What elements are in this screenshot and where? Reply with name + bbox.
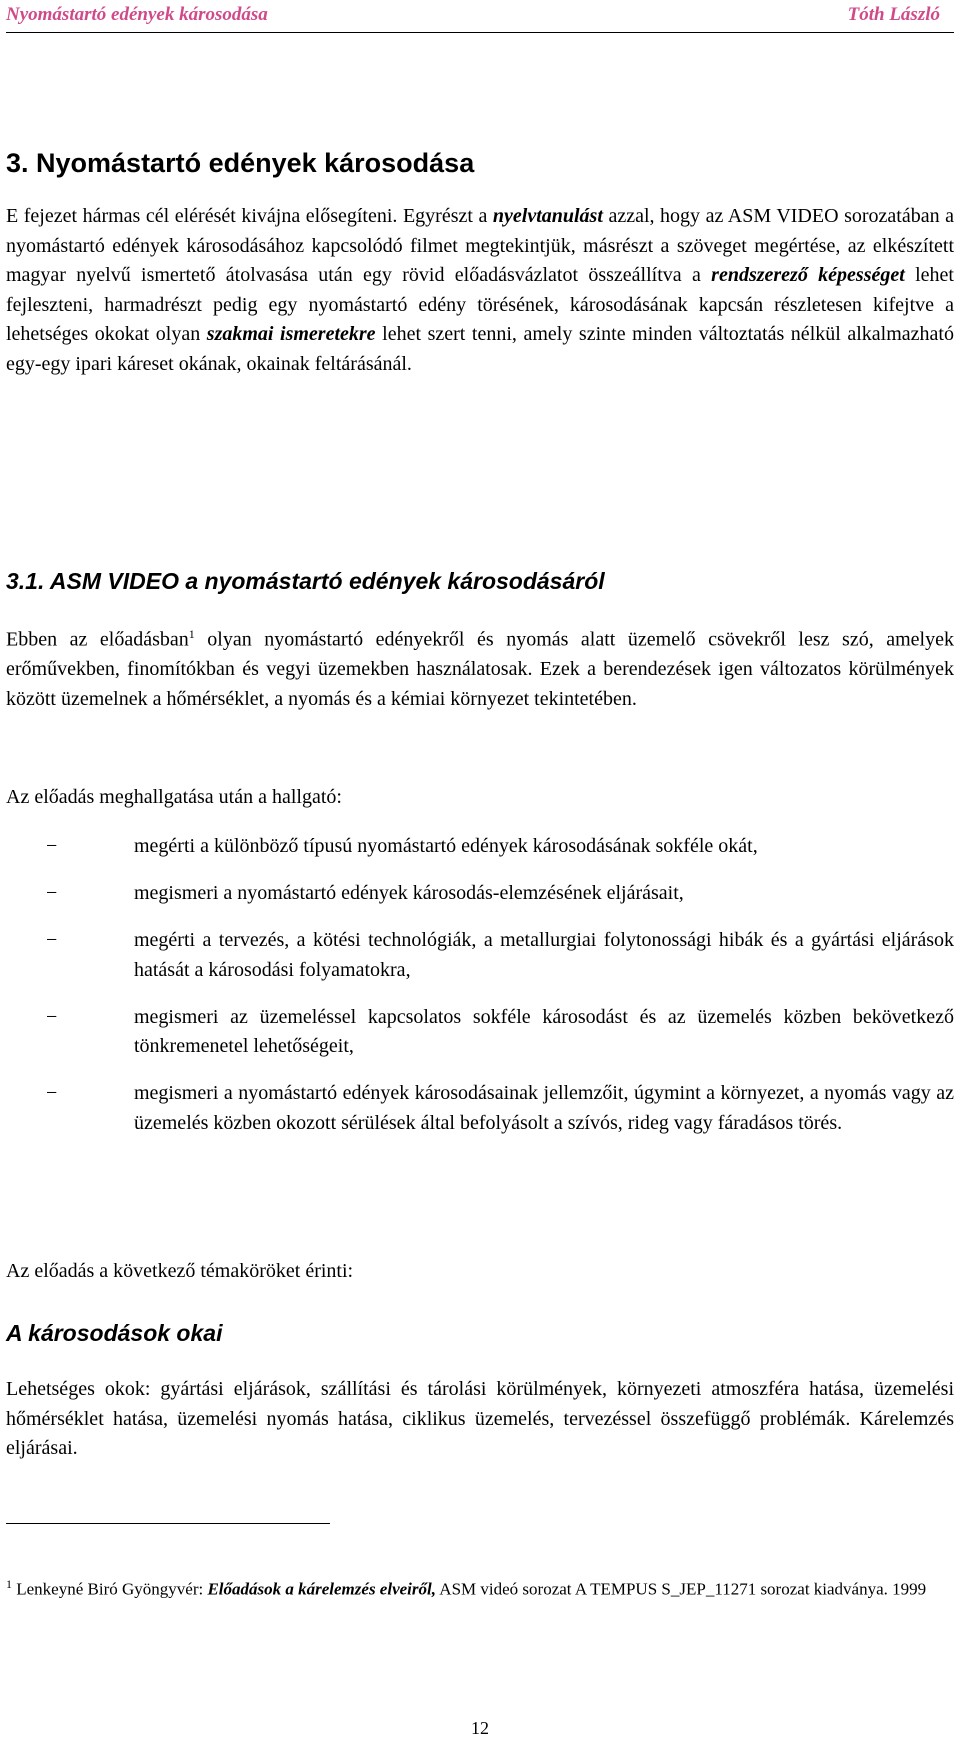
intro-emphasis-2: rendszerező képességet (711, 264, 905, 286)
causes-paragraph: Lehetséges okok: gyártási eljárások, szállítási és tárolási körülmények, környezeti atmoszféra hatása, üzemelési hőmérséklet hatása, üzemelési nyomás hatása, ciklikus üzemelés, tervezéssel összefüggő problémák. Kárelemzés eljárásai. (6, 1378, 954, 1459)
header-title: Nyomástartó edények károsodása (6, 4, 268, 25)
footnote (6, 1572, 954, 1602)
intro-text-3: lehet fejleszteni, harmadrészt pedig egy nyomástartó edény törésének, károsodásának kapcsán részletesen kifejtve a lehetséges okokat olyan (6, 264, 954, 345)
outcomes-list (6, 832, 954, 1156)
list-item-text: megérti a tervezés, a kötési technológiák, a metallurgiai folytonossági hibák és a gyártási eljárások hatását a károsodási folyamatokra, (134, 929, 954, 981)
page-number: 12 (471, 1718, 489, 1738)
lecture-paragraph (6, 620, 954, 714)
dash-bullet: − (46, 835, 58, 857)
intro-text-1: E fejezet hármas cél elérését kivájna elősegíteni. Egyrészt a (6, 205, 493, 227)
lecture-text-1: Ebben az előadásban (6, 628, 189, 651)
causes-heading: A károsodások okai (6, 1320, 223, 1346)
intro-emphasis-3: szakmai ismeretekre (206, 323, 376, 345)
list-item-text: megismeri a nyomástartó edények károsodás-elemzésének eljárásait, (134, 882, 684, 904)
outcomes-intro: Az előadás meghallgatása után a hallgató: (6, 786, 342, 808)
footnote-separator (6, 1523, 330, 1524)
running-header (6, 4, 954, 33)
footnote-text-2: ASM videó sorozat A TEMPUS S_JEP_11271 sorozat kiadványa. 1999 (435, 1579, 927, 1599)
intro-emphasis-1: nyelvtanulást (492, 205, 603, 227)
dash-bullet: − (46, 1082, 58, 1104)
footnote-title: Előadások a kárelemzés elveiről, (207, 1579, 436, 1599)
list-item (6, 1079, 954, 1138)
list-item (6, 832, 954, 862)
footnote-text-1: Lenkeyné Biró Gyöngyvér: (12, 1579, 208, 1599)
intro-text-2: azzal, hogy az ASM VIDEO sorozatában a nyomástartó edények károsodásához kapcsolódó filmet megtekintjük, másrészt a szöveget megértése, az elkészített magyar nyelvű ismertető átolvasása után egy rövid előadásvázlatot összeállítva a (6, 205, 955, 286)
lecture-text-2: olyan nyomástartó edényekről és nyomás alatt üzemelő csövekről lesz szó, amelyek erőművekben, finomítókban és vegyi üzemekben használatosak. Ezek a berendezések igen változatos körülmények között üzemelnek a hőmérséklet, a nyomás és a kémiai környezet tekintetében. (6, 628, 954, 710)
intro-text-4: lehet szert tenni, amely szinte minden változtatás nélkül alkalmazható egy-egy ipari káreset okának, okainak feltárásánál. (6, 323, 954, 375)
list-item-text: megismeri az üzemeléssel kapcsolatos sokféle károsodást és az üzemelés közben bekövetkező tönkremenetel lehetőségeit, (134, 1005, 954, 1057)
list-item (6, 879, 954, 909)
intro-paragraph (6, 202, 954, 379)
list-item-text: megérti a különböző típusú nyomástartó edények károsodásának sokféle okát, (134, 835, 758, 857)
list-item (6, 1003, 954, 1062)
dash-bullet: − (46, 882, 58, 904)
topics-intro: Az előadás a következő témaköröket érinti: (6, 1260, 354, 1282)
list-item-text: megismeri a nyomástartó edények károsodásainak jellemzőit, úgymint a környezet, a nyomás vagy az üzemelés közben okozott sérülések által befolyásolt a szívós, rideg vagy fáradásos törés. (134, 1082, 954, 1134)
dash-bullet: − (46, 929, 58, 951)
list-item (6, 926, 954, 985)
footnote-reference[interactable]: 1 (188, 627, 195, 641)
chapter-heading: 3. Nyomástartó edények károsodása (6, 148, 475, 178)
section-heading: 3.1. ASM VIDEO a nyomástartó edények károsodásáról (6, 568, 605, 594)
dash-bullet: − (46, 1005, 58, 1028)
footnote-number: 1 (6, 1577, 12, 1591)
header-author: Tóth László (847, 4, 940, 25)
